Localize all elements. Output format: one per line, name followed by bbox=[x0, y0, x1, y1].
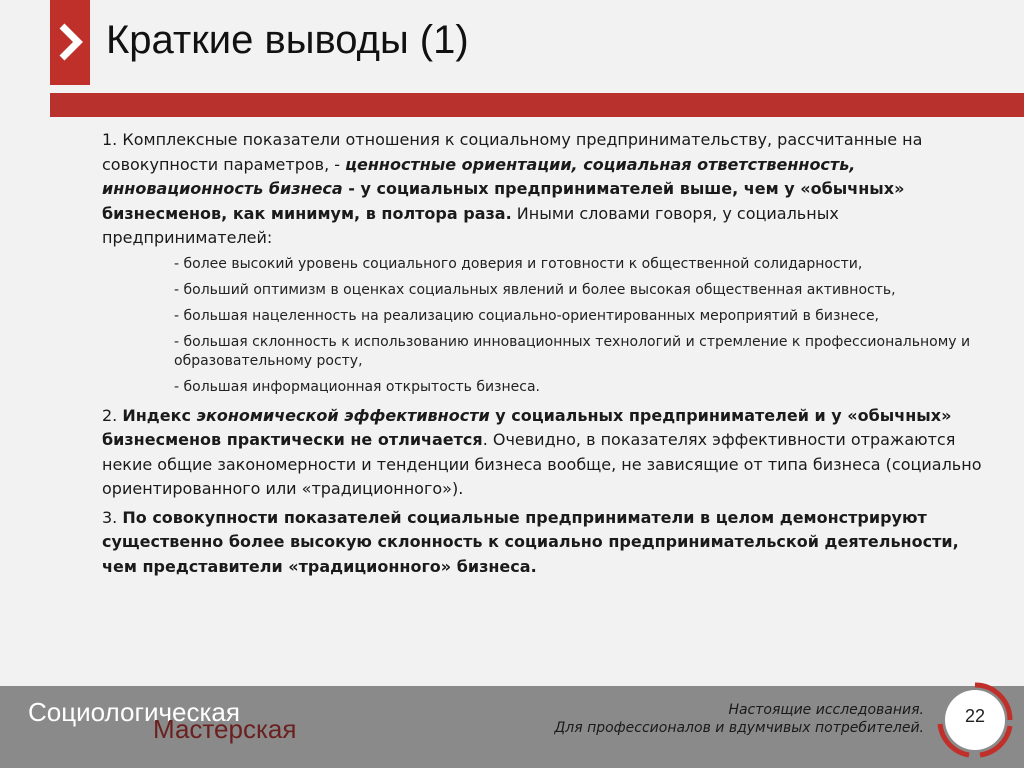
page-number: 22 bbox=[964, 706, 986, 726]
item-number: 3. bbox=[102, 507, 123, 527]
emphasis-text: ценностные ориентации, социальная ответственность, инновационность бизнеса bbox=[102, 154, 856, 198]
slide-content bbox=[102, 128, 982, 583]
page-title: Краткие выводы (1) bbox=[106, 18, 469, 62]
item-number: 1. bbox=[102, 130, 123, 149]
emphasis-text: экономической эффективности bbox=[196, 405, 490, 425]
text: Комплексные показатели отношения к социальному предпринимательству, рассчитанные на совокупности параметров, - bbox=[102, 130, 923, 174]
chevron-right-icon bbox=[58, 22, 84, 62]
title-accent-box bbox=[50, 0, 90, 85]
text: . Очевидно, в показателях эффективности отражаются некие общие закономерности и тенденции бизнеса вообще, не зависящие от типа бизнеса (социально ориентированного или «традиционного»). bbox=[102, 430, 982, 498]
brand-name-line2: Мастерская bbox=[153, 714, 297, 744]
item-number: 2. bbox=[102, 405, 123, 425]
bullet-list bbox=[134, 255, 982, 397]
conclusion-1 bbox=[102, 128, 982, 251]
brand-name-line1: Социологическая bbox=[28, 697, 240, 727]
list-item: - большая нацеленность на реализацию социально-ориентированных мероприятий в бизнесе, bbox=[174, 307, 880, 324]
bold-text: Индекс bbox=[122, 405, 197, 425]
conclusion-2 bbox=[102, 404, 982, 502]
bold-text: - у социальных предпринимателей выше, чем у «обычных» бизнесменов, как минимум, в полтора раза. bbox=[102, 179, 905, 223]
list-item: - большая склонность к использованию инновационных технологий и стремление к профессиональному и образовательному росту, bbox=[174, 333, 971, 369]
text: Иными словами говоря, у социальных предпринимателей: bbox=[102, 203, 839, 247]
list-item: - более высокий уровень социального доверия и готовности к общественной солидарности, bbox=[174, 255, 863, 272]
bold-text: у социальных предпринимателей и у «обычных» бизнесменов практически не отличается bbox=[102, 405, 952, 449]
tagline-line2: Для профессионалов и вдумчивых потребителей. bbox=[554, 720, 924, 736]
header-divider-bar bbox=[50, 93, 1024, 117]
list-item: - большая информационная открытость бизнеса. bbox=[174, 378, 540, 395]
bold-text: По совокупности показателей социальные предприниматели в целом демонстрируют существенно более высокую склонность к социально предпринимательской деятельности, чем представители «традиционного» бизнеса. bbox=[102, 507, 959, 576]
list-item: - больший оптимизм в оценках социальных явлений и более высокая общественная активность, bbox=[174, 281, 896, 298]
tagline-line1: Настоящие исследования. bbox=[728, 702, 924, 718]
conclusion-3 bbox=[102, 506, 982, 580]
